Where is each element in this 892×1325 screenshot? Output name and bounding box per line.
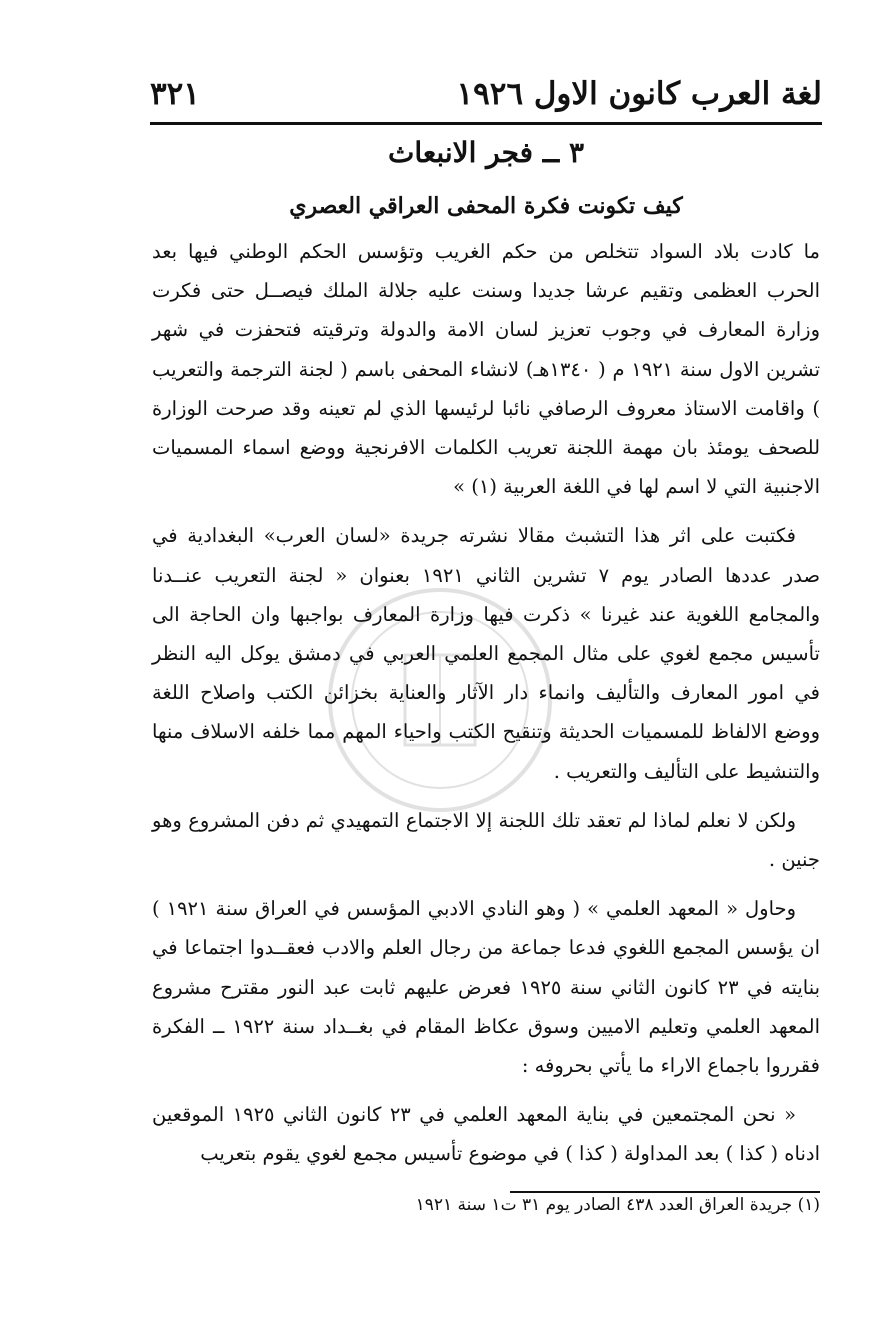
text-line: في امور المعارف والتأليف وانماء دار الآثار والعناية بخزائن الكتب واصلاح (200, 681, 820, 705)
paragraph-5-quotation (152, 1095, 820, 1173)
text-line: صدر عددها الصادر يوم ٧ تشرين الثاني ١٩٢١ بعنوان « لجنة التعريب عنــدنا (152, 563, 820, 587)
text-line: فكرت وزارة المعارف في وجوب تعزيز لسان الامة والدولة وترقيته فتحفزت (152, 279, 820, 342)
text-line: فكتبت على اثر هذا التشبث مقالا نشرته جريدة «لسان العرب» البغدادية في (152, 524, 796, 548)
section-title: ٣ ــ فجر الانبعاث (388, 136, 584, 169)
text-line: ادناه ( كذا ) بعد المداولة ( كذا ) في موضوع تأسيس مجمع لغوي يقوم بتعريب (200, 1142, 820, 1166)
section-subtitle: كيف تكونت فكرة المحفى العراقي العصري (289, 193, 683, 219)
footnote: (١) جريدة العراق العدد ٤٣٨ الصادر يوم ٣١ ت١ سنة ١٩٢١ (415, 1195, 820, 1215)
text-line: والتعريب ) واقامت الاستاذ معروف الرصافي نائبا لرئيسها الذي لم تعينه وقد (152, 357, 820, 420)
header-rule (150, 122, 822, 125)
text-line: بعد الحرب العظمى وتقيم عرشا جديدا وسنت عليه جلالة الملك فيصــل حتى (152, 240, 821, 303)
article-body (152, 232, 820, 1174)
text-line: في شهر تشرين الاول سنة ١٩٢١ م ( ١٣٤٠هـ) لانشاء المحفى باسم ( لجنة الترجمة (152, 318, 820, 381)
text-line: الاسلاف منها والتنشيط على التأليف والتعريب . (152, 720, 820, 783)
text-line: اللغة ووضع الالفاظ للمسميات الحديثة وتنقيح الكتب واحياء المهم مما خلفه (152, 681, 820, 744)
paragraph-2 (152, 516, 820, 790)
text-line: مشروع المعهد العلمي وتعليم الاميين وسوق عكاظ المقام في بغــداد سنة ١٩٢٢ (152, 975, 820, 1038)
text-line: ما كادت بلاد السواد تتخلص من حكم الغريب وتؤسس الحكم الوطني فيها (188, 240, 821, 263)
paragraph-4 (152, 889, 820, 1085)
text-line: الى تأسيس مجمع لغوي على مثال المجمع العلمي العربي في دمشق يوكل اليه النظر (152, 602, 820, 666)
text-line: ــ الفكرة فقرروا باجماع الاراء ما يأتي بحروفه : (152, 1014, 820, 1078)
footnote-rule (510, 1191, 820, 1193)
text-line: ان يؤسس المجمع اللغوي فدعا جماعة من رجال العلم والادب فعقــدوا اجتماعا (184, 936, 820, 960)
page-number: ٣٢١ (150, 76, 200, 112)
running-header (150, 62, 822, 112)
text-line: المشروع وهو جنين . (152, 808, 820, 872)
running-title: لغة العرب كانون الاول ١٩٢٦ (456, 76, 822, 112)
text-line: « نحن المجتمعين في بناية المعهد العلمي في ٢٣ كانون الثاني ١٩٢٥ الموقعين (152, 1103, 796, 1127)
text-line: وحاول « المعهد العلمي » ( وهو النادي الادبي المؤسس في العراق سنة ١٩٢١ ) (152, 897, 796, 921)
text-line: ولكن لا نعلم لماذا لم تعقد تلك اللجنة إلا الاجتماع التمهيدي ثم دفن (266, 808, 796, 832)
text-line: اسماء المسميات الاجنبية التي لا اسم لها في اللغة العربية (١) » (152, 436, 820, 499)
text-line: صرحت الوزارة للصحف يومئذ بان مهمة اللجنة تعريب الكلمات الافرنجية ووضع (152, 396, 821, 460)
paragraph-3 (152, 801, 820, 879)
paragraph-1 (152, 232, 820, 506)
text-line: في بنايته في ٢٣ كانون الثاني سنة ١٩٢٥ فعرض عليهم ثابت عبد النور مقترح (152, 936, 821, 999)
text-line: والمجامع اللغوية عند غيرنا » ذكرت فيها وزارة المعارف بواجبها وان الحاجة (189, 602, 821, 626)
